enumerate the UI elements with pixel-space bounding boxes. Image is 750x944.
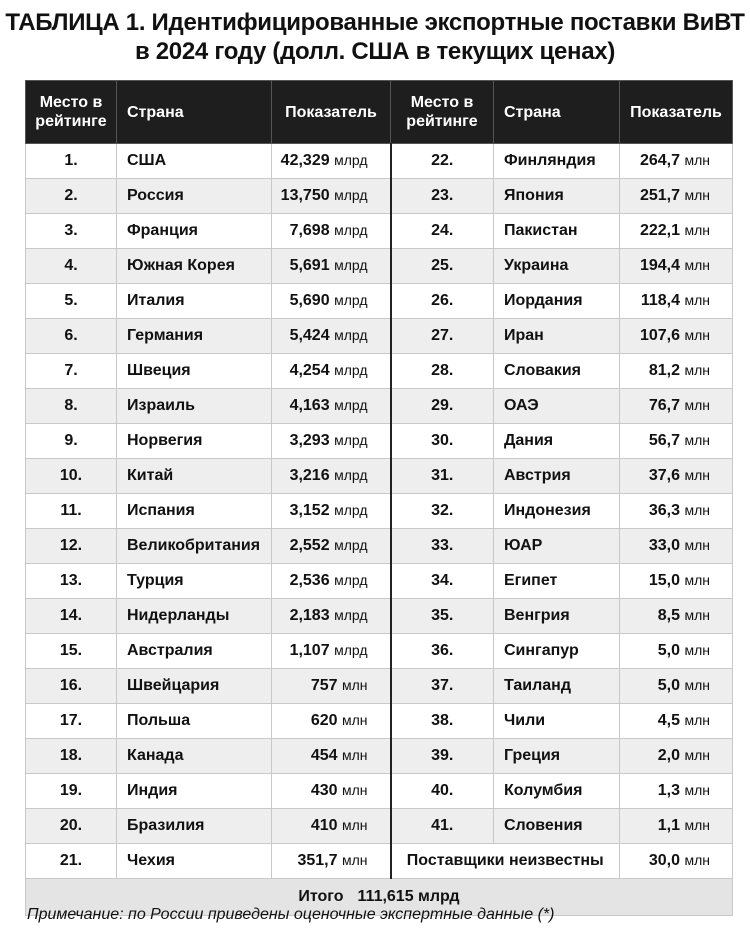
- value-cell: [272, 389, 391, 424]
- table-row: [26, 424, 733, 459]
- value-cell: [272, 319, 391, 354]
- value-cell: [272, 494, 391, 529]
- value-unit: млрд: [334, 432, 368, 448]
- rank-cell: 27.: [391, 319, 494, 354]
- country-cell: Турция: [117, 564, 272, 599]
- value-unit: млрд: [334, 187, 368, 203]
- value-unit: млн: [684, 852, 710, 868]
- value-cell: [272, 634, 391, 669]
- value-number: 107,6: [639, 327, 681, 344]
- rank-cell: 30.: [391, 424, 494, 459]
- rank-cell: 24.: [391, 214, 494, 249]
- rank-cell: 2.: [26, 179, 117, 214]
- rank-cell: 6.: [26, 319, 117, 354]
- table-row: [26, 319, 733, 354]
- value-number: 251,7: [639, 187, 681, 204]
- value-cell: [272, 564, 391, 599]
- value-number: 4,254: [289, 362, 330, 379]
- value-number: 1,107: [289, 642, 330, 659]
- table-row: [26, 634, 733, 669]
- country-cell: Великобритания: [117, 529, 272, 564]
- value-number: 194,4: [639, 257, 681, 274]
- value-number: 222,1: [639, 222, 681, 239]
- value-unit: млн: [341, 782, 368, 798]
- table-row: [26, 669, 733, 704]
- table-row: [26, 494, 733, 529]
- value-unit: млрд: [334, 467, 368, 483]
- value-unit: млн: [684, 362, 710, 378]
- rank-cell: 11.: [26, 494, 117, 529]
- value-cell: [272, 179, 391, 214]
- country-cell: Сингапур: [494, 634, 620, 669]
- country-cell: Словения: [494, 809, 620, 844]
- rank-cell: 35.: [391, 599, 494, 634]
- country-cell: Египет: [494, 564, 620, 599]
- header-country-right: Страна: [494, 81, 620, 144]
- country-cell: Россия: [117, 179, 272, 214]
- rank-cell: 20.: [26, 809, 117, 844]
- rank-cell: 3.: [26, 214, 117, 249]
- value-cell: [272, 214, 391, 249]
- country-cell: Южная Корея: [117, 249, 272, 284]
- value-cell: [272, 774, 391, 809]
- value-unit: млрд: [334, 362, 368, 378]
- rank-cell: 17.: [26, 704, 117, 739]
- value-cell: [620, 774, 733, 809]
- value-number: 430: [310, 782, 338, 799]
- value-number: 3,216: [289, 467, 330, 484]
- value-cell: [620, 739, 733, 774]
- rank-cell: 37.: [391, 669, 494, 704]
- value-cell: [620, 529, 733, 564]
- table-row: [26, 354, 733, 389]
- value-unit: млн: [684, 677, 710, 693]
- table-body: [26, 144, 733, 916]
- value-number: 620: [310, 712, 338, 729]
- value-number: 4,163: [289, 397, 330, 414]
- country-cell: Индия: [117, 774, 272, 809]
- value-cell: [620, 354, 733, 389]
- value-number: 56,7: [648, 432, 681, 449]
- value-cell: [272, 354, 391, 389]
- value-number: 42,329: [280, 152, 330, 169]
- rank-cell: 25.: [391, 249, 494, 284]
- country-cell: Австрия: [494, 459, 620, 494]
- country-cell: Чили: [494, 704, 620, 739]
- value-number: 2,552: [289, 537, 330, 554]
- value-cell: [620, 704, 733, 739]
- country-cell: Испания: [117, 494, 272, 529]
- table-row: [26, 599, 733, 634]
- value-cell: [620, 599, 733, 634]
- rank-cell: 14.: [26, 599, 117, 634]
- country-cell: Италия: [117, 284, 272, 319]
- total-label: Итого: [298, 888, 344, 905]
- value-number: 5,691: [289, 257, 330, 274]
- country-cell: Венгрия: [494, 599, 620, 634]
- rank-cell: 12.: [26, 529, 117, 564]
- value-cell: [272, 844, 391, 879]
- value-cell: [272, 284, 391, 319]
- value-number: 264,7: [639, 152, 681, 169]
- value-cell: [620, 389, 733, 424]
- country-cell: Иран: [494, 319, 620, 354]
- export-table: [25, 80, 733, 916]
- value-cell: [272, 599, 391, 634]
- value-cell: [620, 424, 733, 459]
- value-number: 76,7: [648, 397, 681, 414]
- country-cell: Япония: [494, 179, 620, 214]
- country-cell: Дания: [494, 424, 620, 459]
- country-cell: ОАЭ: [494, 389, 620, 424]
- table-row: [26, 739, 733, 774]
- value-number: 351,7: [297, 852, 338, 869]
- footnote: Примечание: по России приведены оценочные экспертные данные (*): [27, 906, 555, 923]
- value-number: 3,152: [289, 502, 330, 519]
- country-cell: Чехия: [117, 844, 272, 879]
- table-title: [0, 8, 750, 66]
- value-cell: [272, 809, 391, 844]
- country-cell: Иордания: [494, 284, 620, 319]
- value-cell: [620, 249, 733, 284]
- country-cell: Индонезия: [494, 494, 620, 529]
- value-cell: [272, 669, 391, 704]
- value-unit: млрд: [334, 537, 368, 553]
- value-number: 5,690: [289, 292, 330, 309]
- rank-cell: 19.: [26, 774, 117, 809]
- country-cell: Швеция: [117, 354, 272, 389]
- value-cell: [620, 214, 733, 249]
- rank-cell: 18.: [26, 739, 117, 774]
- table-row: [26, 179, 733, 214]
- value-cell: [272, 529, 391, 564]
- value-number: 30,0: [648, 852, 681, 869]
- value-number: 1,3: [657, 782, 681, 799]
- value-unit: млрд: [334, 292, 368, 308]
- value-number: 5,0: [657, 677, 681, 694]
- value-number: 5,424: [289, 327, 330, 344]
- value-unit: млрд: [334, 222, 368, 238]
- value-cell: [272, 704, 391, 739]
- value-unit: млрд: [334, 572, 368, 588]
- rank-cell: 33.: [391, 529, 494, 564]
- value-number: 2,0: [657, 747, 681, 764]
- value-unit: млрд: [334, 642, 368, 658]
- value-number: 8,5: [657, 607, 681, 624]
- rank-cell: 32.: [391, 494, 494, 529]
- table-row: [26, 529, 733, 564]
- value-number: 2,536: [289, 572, 330, 589]
- value-unit: млн: [684, 782, 710, 798]
- value-number: 118,4: [640, 292, 681, 309]
- value-unit: млн: [684, 747, 710, 763]
- value-unit: млн: [341, 712, 368, 728]
- country-cell: Китай: [117, 459, 272, 494]
- value-cell: [620, 564, 733, 599]
- value-unit: млн: [684, 397, 710, 413]
- country-cell: Франция: [117, 214, 272, 249]
- value-unit: млн: [684, 712, 710, 728]
- country-cell: США: [117, 144, 272, 179]
- header-country-left: Страна: [117, 81, 272, 144]
- rank-cell: 4.: [26, 249, 117, 284]
- table-row: [26, 214, 733, 249]
- value-cell: [620, 809, 733, 844]
- value-unit: млн: [684, 607, 710, 623]
- value-unit: млрд: [334, 152, 368, 168]
- table-row: [26, 564, 733, 599]
- table-row: [26, 284, 733, 319]
- value-number: 757: [310, 677, 338, 694]
- rank-cell: 13.: [26, 564, 117, 599]
- value-unit: млрд: [334, 502, 368, 518]
- value-number: 33,0: [648, 537, 681, 554]
- value-unit: млн: [684, 222, 710, 238]
- title-line-1: ТАБЛИЦА 1. Идентифицированные экспортные поставки ВиВТ: [5, 9, 745, 36]
- value-cell: [620, 284, 733, 319]
- value-cell: [620, 179, 733, 214]
- title-line-2: в 2024 году (долл. США в текущих ценах): [134, 38, 616, 65]
- table-row: [26, 249, 733, 284]
- country-cell: Австралия: [117, 634, 272, 669]
- total-value: 111,615 млрд: [357, 888, 460, 905]
- value-cell: [620, 669, 733, 704]
- value-unit: млн: [341, 852, 368, 868]
- value-cell: [620, 634, 733, 669]
- rank-cell: 26.: [391, 284, 494, 319]
- unknown-suppliers-cell: Поставщики неизвестны: [391, 844, 620, 879]
- value-unit: млн: [341, 747, 368, 763]
- table-row: [26, 774, 733, 809]
- value-number: 1,1: [657, 817, 681, 834]
- table-row: [26, 459, 733, 494]
- value-unit: млн: [684, 187, 710, 203]
- value-cell: [620, 459, 733, 494]
- rank-cell: 1.: [26, 144, 117, 179]
- value-unit: млн: [684, 537, 710, 553]
- value-unit: млн: [684, 572, 710, 588]
- value-number: 36,3: [648, 502, 681, 519]
- value-cell: [272, 459, 391, 494]
- value-unit: млн: [341, 817, 368, 833]
- rank-cell: 28.: [391, 354, 494, 389]
- rank-cell: 22.: [391, 144, 494, 179]
- rank-cell: 16.: [26, 669, 117, 704]
- header-value-right: Показатель: [620, 81, 733, 144]
- value-number: 4,5: [657, 712, 681, 729]
- header-row: [26, 81, 733, 144]
- value-number: 13,750: [280, 187, 330, 204]
- rank-cell: 8.: [26, 389, 117, 424]
- country-cell: Канада: [117, 739, 272, 774]
- value-unit: млн: [684, 432, 710, 448]
- rank-cell: 7.: [26, 354, 117, 389]
- value-number: 15,0: [648, 572, 681, 589]
- table-row: [26, 389, 733, 424]
- value-unit: млрд: [334, 607, 368, 623]
- country-cell: Греция: [494, 739, 620, 774]
- rank-cell: 34.: [391, 564, 494, 599]
- value-unit: млрд: [334, 397, 368, 413]
- country-cell: ЮАР: [494, 529, 620, 564]
- header-value-left: Показатель: [272, 81, 391, 144]
- value-unit: млн: [684, 817, 710, 833]
- country-cell: Израиль: [117, 389, 272, 424]
- rank-cell: 29.: [391, 389, 494, 424]
- value-unit: млн: [684, 257, 710, 273]
- header-rank-left: Место в рейтинге: [26, 81, 117, 144]
- rank-cell: 40.: [391, 774, 494, 809]
- value-unit: млн: [684, 502, 710, 518]
- value-number: 7,698: [289, 222, 330, 239]
- rank-cell: 21.: [26, 844, 117, 879]
- country-cell: Германия: [117, 319, 272, 354]
- rank-cell: 31.: [391, 459, 494, 494]
- table-row: [26, 704, 733, 739]
- rank-cell: 5.: [26, 284, 117, 319]
- value-number: 81,2: [648, 362, 681, 379]
- unknown-value-cell: [620, 844, 733, 879]
- value-unit: млн: [684, 467, 710, 483]
- value-unit: млн: [684, 152, 710, 168]
- value-cell: [272, 739, 391, 774]
- value-cell: [272, 249, 391, 284]
- country-cell: Финляндия: [494, 144, 620, 179]
- country-cell: Бразилия: [117, 809, 272, 844]
- rank-cell: 39.: [391, 739, 494, 774]
- value-number: 37,6: [648, 467, 681, 484]
- table-row: [26, 144, 733, 179]
- rank-cell: 41.: [391, 809, 494, 844]
- value-cell: [620, 144, 733, 179]
- value-number: 454: [310, 747, 338, 764]
- country-cell: Норвегия: [117, 424, 272, 459]
- country-cell: Словакия: [494, 354, 620, 389]
- value-unit: млн: [341, 677, 368, 693]
- value-number: 3,293: [289, 432, 330, 449]
- value-number: 5,0: [657, 642, 681, 659]
- value-unit: млрд: [334, 327, 368, 343]
- value-unit: млн: [684, 292, 710, 308]
- country-cell: Таиланд: [494, 669, 620, 704]
- table-row: [26, 809, 733, 844]
- header-rank-right: Место в рейтинге: [391, 81, 494, 144]
- value-number: 410: [310, 817, 338, 834]
- value-cell: [272, 144, 391, 179]
- country-cell: Колумбия: [494, 774, 620, 809]
- value-unit: млн: [684, 642, 710, 658]
- country-cell: Украина: [494, 249, 620, 284]
- value-number: 2,183: [289, 607, 330, 624]
- rank-cell: 23.: [391, 179, 494, 214]
- value-cell: [620, 319, 733, 354]
- value-cell: [272, 424, 391, 459]
- rank-cell: 10.: [26, 459, 117, 494]
- table-row-last: [26, 844, 733, 879]
- rank-cell: 36.: [391, 634, 494, 669]
- country-cell: Польша: [117, 704, 272, 739]
- rank-cell: 15.: [26, 634, 117, 669]
- rank-cell: 38.: [391, 704, 494, 739]
- value-unit: млрд: [334, 257, 368, 273]
- country-cell: Швейцария: [117, 669, 272, 704]
- country-cell: Пакистан: [494, 214, 620, 249]
- value-unit: млн: [684, 327, 710, 343]
- country-cell: Нидерланды: [117, 599, 272, 634]
- value-cell: [620, 494, 733, 529]
- rank-cell: 9.: [26, 424, 117, 459]
